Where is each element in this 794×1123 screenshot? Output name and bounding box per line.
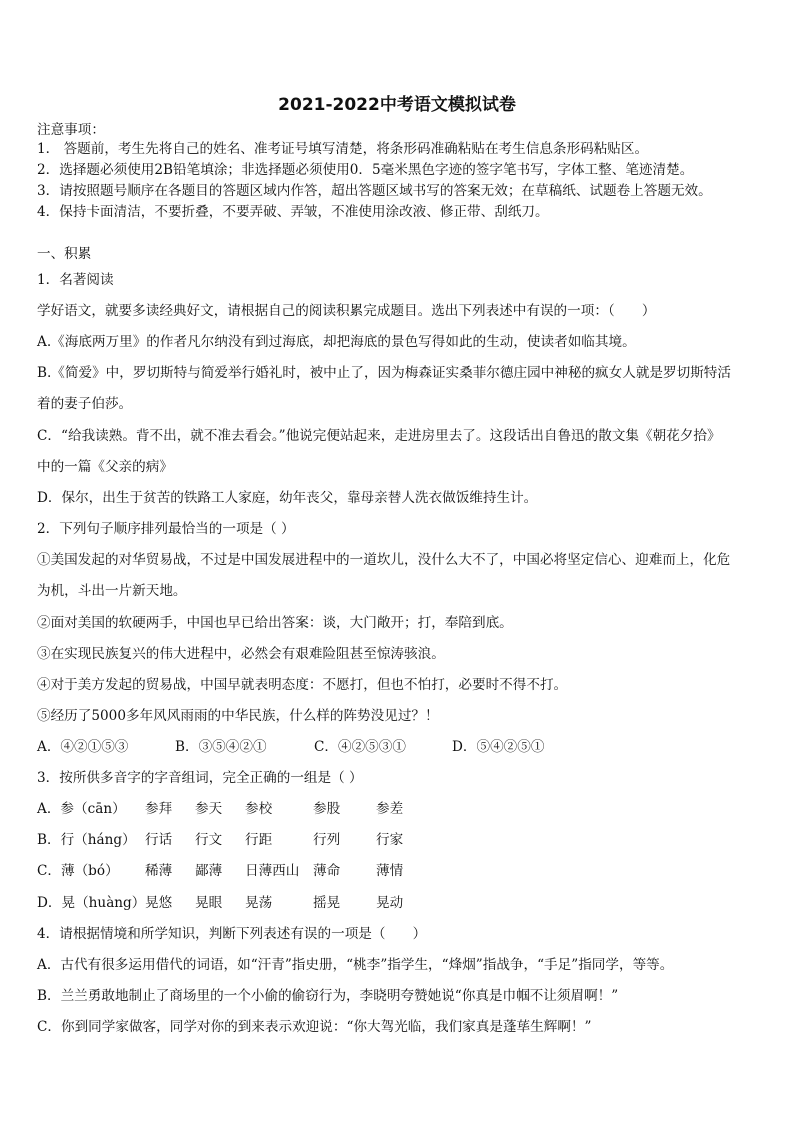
notice-heading: 注意事项： [37, 122, 105, 138]
q4-heading: 4．请根据情境和所学知识，判断下列表述有误的一项是（ ） [37, 926, 427, 942]
q3-row-d-word-5: 晃动 [376, 895, 404, 911]
q2-sentence-4: ④对于美方发起的贸易战，中国早就表明态度：不愿打，但也不怕打，必要时不得不打。 [37, 677, 568, 693]
q2-option-c: C．④②⑤③① [314, 739, 406, 755]
notice-item-1: 1． 答题前，考生先将自己的姓名、准考证号填写清楚，将条形码准确粘贴在考生信息条形码粘贴区。 [37, 141, 649, 157]
q1-option-d: D．保尔，出生于贫苦的铁路工人家庭，幼年丧父，靠母亲替人洗衣做饭维持生计。 [37, 490, 538, 506]
q3-row-c-word-2: 鄙薄 [195, 863, 223, 879]
q2-option-a: A．④②①⑤③ [37, 739, 129, 755]
q3-row-d-word-4: 摇晃 [313, 895, 341, 911]
q3-row-d-word-1: 晃悠 [145, 895, 173, 911]
q3-row-a-word-1: 参拜 [145, 801, 173, 817]
q2-sentence-2: ②面对美国的软硬两手，中国也早已给出答案：谈，大门敞开；打，奉陪到底。 [37, 615, 513, 631]
q2-sentence-5: ⑤经历了5000多年风风雨雨的中华民族，什么样的阵势没见过？！ [37, 708, 439, 724]
q3-row-b-word-1: 行话 [145, 832, 173, 848]
q3-row-c-word-3: 日薄西山 [245, 863, 300, 879]
q3-row-b-word-3: 行距 [245, 832, 273, 848]
q1-heading: 1．名著阅读 [37, 272, 114, 288]
q3-row-b-word-4: 行列 [313, 832, 341, 848]
q3-row-d-word-2: 晃眼 [195, 895, 223, 911]
q1-option-b: B.《简爱》中，罗切斯特与简爱举行婚礼时，被中止了，因为梅森证实桑菲尔德庄园中神秘的疯女人就是罗切斯特活 [37, 365, 731, 381]
q1-option-b-cont: 着的妻子伯莎。 [37, 396, 133, 412]
q3-row-c-word-5: 薄情 [376, 863, 404, 879]
q3-row-b-label: B．行（háng） [37, 832, 136, 848]
q1-stem: 学好语文，就要多读经典好文，请根据自己的阅读积累完成题目。选出下列表述中有误的一项：（ ） [37, 303, 656, 319]
q2-sentence-1: ①美国发起的对华贸易战，不过是中国发展进程中的一道坎儿，没什么大不了，中国必将坚定信心、迎难而上，化危 [37, 552, 731, 568]
notice-item-2: 2．选择题必须使用2B铅笔填涂；非选择题必须使用0．5毫米黑色字迹的签字笔书写，字体工整、笔迹清楚。 [37, 162, 694, 178]
q3-row-a-word-5: 参差 [376, 801, 404, 817]
q1-option-c: C．“给我读熟。背不出，就不准去看会。”他说完便站起来，走进房里去了。这段话出自鲁迅的散文集《朝花夕拾》 [37, 428, 721, 444]
q3-row-a-word-3: 参校 [245, 801, 273, 817]
q4-option-c: C．你到同学家做客，同学对你的到来表示欢迎说：“你大驾光临，我们家真是蓬荜生辉啊！” [37, 1019, 592, 1035]
q4-option-b: B．兰兰勇敢地制止了商场里的一个小偷的偷窃行为，李晓明夸赞她说“你真是巾帼不让须眉啊！” [37, 988, 619, 1004]
q3-row-c-word-1: 稀薄 [145, 863, 173, 879]
page-title: 2021-2022中考语文模拟试卷 [278, 95, 516, 115]
q3-row-c-label: C．薄（bó） [37, 863, 119, 879]
q2-sentence-1-cont: 为机，斗出一片新天地。 [37, 583, 187, 599]
q3-row-b-word-2: 行文 [195, 832, 223, 848]
q2-option-d: D．⑤④②⑤① [452, 739, 545, 755]
q4-option-a: A．古代有很多运用借代的词语，如“汗青”指史册，“桃李”指学生，“烽烟”指战争，“手足”指同学，等等。 [37, 957, 674, 973]
q3-heading: 3．按所供多音字的字音组词，完全正确的一组是（ ） [37, 770, 363, 786]
q3-row-c-word-4: 薄命 [313, 863, 341, 879]
q1-option-a: A.《海底两万里》的作者凡尔纳没有到过海底，却把海底的景色写得如此的生动，使读者如临其境。 [37, 334, 636, 350]
q2-option-b: B．③⑤④②① [175, 739, 267, 755]
q3-row-a-label: A．参（cān） [37, 801, 126, 817]
q3-row-a-word-4: 参股 [313, 801, 341, 817]
q3-row-a-word-2: 参天 [195, 801, 223, 817]
section-heading: 一、积累 [37, 246, 92, 262]
q3-row-b-word-5: 行家 [376, 832, 404, 848]
q3-row-d-label: D．晃（huàng） [37, 895, 146, 911]
notice-item-4: 4．保持卡面清洁，不要折叠，不要弄破、弄皱，不准使用涂改液、修正带、刮纸刀。 [37, 204, 549, 220]
q2-sentence-3: ③在实现民族复兴的伟大进程中，必然会有艰难险阻甚至惊涛骇浪。 [37, 646, 445, 662]
q2-heading: 2．下列句子顺序排列最恰当的一项是（ ） [37, 521, 295, 537]
q1-option-c-cont: 中的一篇《父亲的病》 [37, 459, 173, 475]
notice-item-3: 3．请按照题号顺序在各题目的答题区域内作答，超出答题区域书写的答案无效；在草稿纸、试题卷上答题无效。 [37, 183, 712, 199]
q3-row-d-word-3: 晃荡 [245, 895, 273, 911]
